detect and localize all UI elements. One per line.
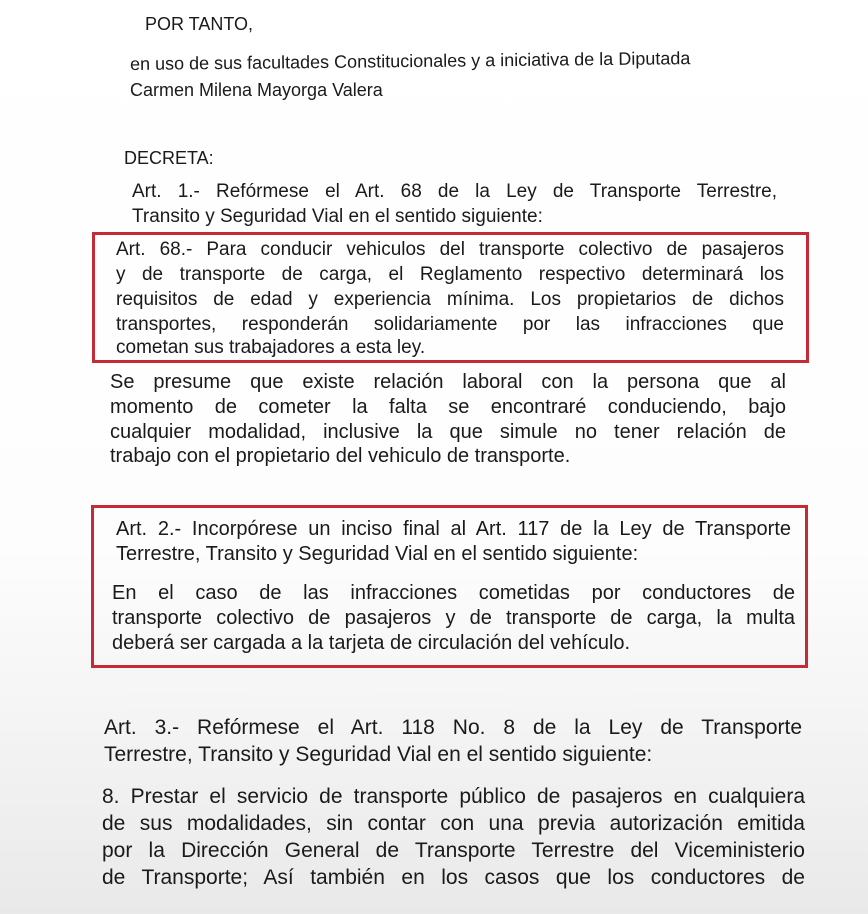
art68-line-1: Art. 68.- Para conducir vehiculos del transporte colectivo de pasajeros — [116, 239, 784, 260]
art3-line-1: Art. 3.- Refórmese el Art. 118 No. 8 de la Ley de Transporte — [104, 716, 802, 739]
art1-after-line-1: Se presume que existe relación laboral con la persona que al — [110, 371, 786, 393]
art1-after-line-2: momento de cometer la falta se encontraré conduciendo, bajo — [110, 396, 786, 418]
art2-text-line-3: deberá ser cargada a la tarjeta de circulación del vehículo. — [112, 632, 631, 654]
art2-line-2: Terrestre, Transito y Seguridad Vial en el sentido siguiente: — [116, 543, 639, 565]
art3-line-2: Terrestre, Transito y Seguridad Vial en el sentido siguiente: — [104, 743, 653, 766]
art2-text-line-2: transporte colectivo de pasajeros y de transporte de carga, la multa — [112, 607, 795, 629]
preamble-line-1: en uso de sus facultades Constitucionales y a iniciativa de la Diputada — [129, 48, 691, 74]
art3-text-line-3: por la Dirección General de Transporte Terrestre del Viceministerio — [102, 839, 805, 862]
art68-line-4: transportes, responderán solidariamente por las infracciones que — [116, 314, 784, 335]
art68-line-5: cometan sus trabajadores a esta ley. — [116, 337, 426, 358]
preamble-line-2: Carmen Milena Mayorga Valera — [130, 80, 383, 100]
art1-line-1: Art. 1.- Refórmese el Art. 68 de la Ley de Transporte Terrestre, — [132, 181, 777, 202]
decreta-heading: DECRETA: — [124, 148, 214, 168]
art1-after-line-3: cualquier modalidad, inclusive la que simule no tener relación de — [110, 421, 786, 443]
art68-line-3: requisitos de edad y experiencia mínima. Los propietarios de dichos — [116, 289, 784, 310]
art3-text-line-4: de Transporte; Así también en los casos que los conductores de — [102, 866, 805, 889]
art2-text-line-1: En el caso de las infracciones cometidas por conductores de — [112, 582, 795, 604]
art2-line-1: Art. 2.- Incorpórese un inciso final al Art. 117 de la Ley de Transporte — [116, 518, 791, 540]
art3-text-line-1: 8. Prestar el servicio de transporte público de pasajeros en cualquiera — [102, 785, 805, 808]
art1-after-line-4: trabajo con el propietario del vehiculo de transporte. — [110, 445, 571, 467]
art1-line-2: Transito y Seguridad Vial en el sentido siguiente: — [132, 206, 543, 227]
por-tanto-heading: POR TANTO, — [145, 14, 254, 34]
art68-line-2: y de transporte de carga, el Reglamento respectivo determinará los — [116, 264, 784, 285]
art3-text-line-2: de sus modalidades, sin contar con una previa autorización emitida — [102, 812, 805, 835]
